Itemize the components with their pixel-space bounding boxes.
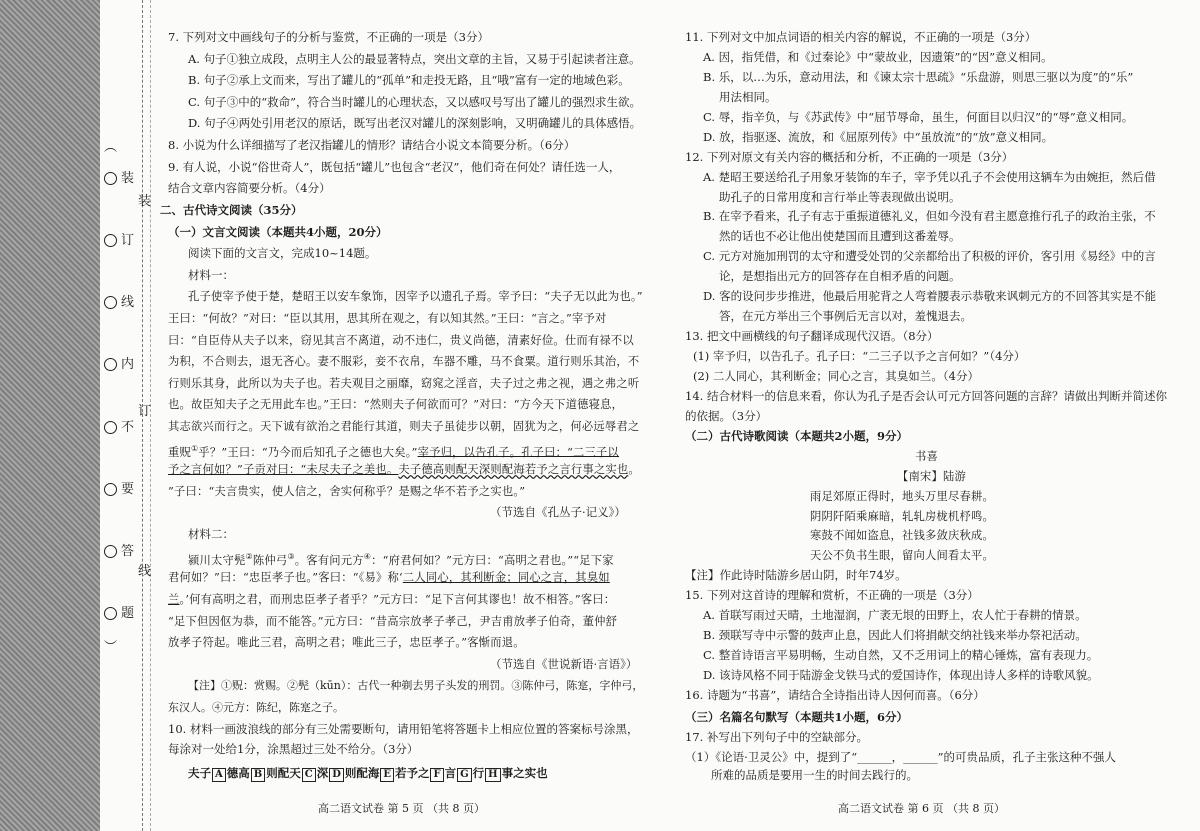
poem-line: 雨足郊原正得时，地头万里尽春耕。 (810, 489, 994, 503)
passage-line: 君何如？”曰：“忠臣孝子也。”客曰：“《易》称‘二人同心，其利断金；同心之言，其臭如 (168, 571, 610, 585)
break-mark-box[interactable]: D (329, 768, 344, 782)
q7-option-c: C. 句子③中的“救命”，符合当时罐儿的心理状态，又以感叹号写出了罐儿的强烈求生欲。 (188, 94, 641, 109)
q10-line2: 每涂对一处给1分，涂黑超过三处不给分。（3分） (168, 742, 419, 756)
q12-option-b: B. 在宰予看来，孔子有志于重振道德礼义，但如今没有君主愿意推行孔子的政治主张，不 (703, 209, 1156, 224)
poem-note: 【注】作此诗时陆游乡居山阴，时年74岁。 (685, 568, 907, 583)
segment-text: 则配天 (266, 766, 301, 780)
seal-char: 不 (104, 420, 134, 436)
passage-line: 王曰：“何故？”对曰：“臣以其用，思其所在观之，有以知其然。”王曰：“言之。”宰予对 (168, 311, 607, 325)
passage-line: 行则乐其身，此所以为夫子也。若夫观目之丽靡，窈窕之淫音，夫子过之弗之视，遇之弗之听 (168, 376, 640, 390)
break-mark-box[interactable]: C (302, 768, 316, 782)
segment-text: 夫子 (188, 766, 211, 780)
passage-line: 其志欲兴而行之。天下诚有欲治之君能行其道，则夫子虽徒步以朝，固犹为之，何必远辱君之 (168, 420, 640, 434)
seal-char: 装 (104, 171, 134, 187)
poem-line: 天公不负书生眼，留向人间看太平。 (810, 549, 994, 563)
q12-option-c-cont: 论，是想指出元方的回答存在自相矛盾的问题。 (719, 269, 961, 284)
break-mark-box[interactable]: B (251, 768, 265, 782)
q11-option-c: C. 辱，指辛负，与《苏武传》中“屈节辱命，虽生，何面目以归汉”的“辱”意义相同。 (703, 109, 1134, 124)
break-mark-box[interactable]: E (380, 768, 394, 782)
q14-line2: 的依据。（3分） (685, 408, 768, 423)
q11-option-b: B. 乐，以…为乐，意动用法，和《谏太宗十思疏》“乐盘游，则思三驱以为度”的“乐” (703, 69, 1134, 84)
seal-char: 线 (104, 295, 134, 311)
q17-stem: 17. 补写出下列句子中的空缺部分。 (685, 730, 868, 744)
passage-line: 重贶①乎？”王曰：“乃今而后知孔子之德也大矣。”宰予归，以告孔子。孔子曰：“二三子以 (168, 443, 620, 459)
q15-option-a: A. 首联写雨过天晴，土地湿润，广袤无垠的田野上，农人忙于春耕的情景。 (703, 608, 1087, 623)
segment-text: 行 (472, 766, 485, 780)
source-1: （节选自《孔丛子·记义》） (490, 505, 626, 520)
q15-stem: 15. 下列对这首诗的理解和赏析，不正确的一项是（3分） (685, 588, 979, 603)
q10-line1: 10. 材料一画波浪线的部分有三处需要断句，请用铅笔将答题卡上相应位置的答案标号涂黑， (168, 722, 639, 736)
material-1-label: 材料一： (188, 267, 234, 282)
seal-char: 答 (104, 544, 134, 560)
q13-stem: 13. 把文中画横线的句子翻译成现代汉语。（8分） (685, 329, 939, 344)
q7-option-d: D. 句子④两处引用老汉的原话，既写出老汉对罐儿的深刻影响，又明确罐儿的具体感悟。 (188, 116, 642, 131)
q9-line2: 结合文章内容简要分析。（4分） (168, 181, 331, 196)
q12-option-c: C. 元方对施加刑罚的太守和遭受处罚的父亲都给出了积极的评价，客引用《易经》中的言 (703, 249, 1156, 264)
seal-char: 订 (104, 233, 134, 249)
q7-option-a: A. 句子①独立成段，点明主人公的最显著特点，突出文章的主旨，又易于引起读者注意。 (188, 51, 641, 66)
q17-1-line2: 所难的品质是要用一生的时间去践行的。 (711, 768, 918, 782)
seal-char: 要 (104, 482, 134, 498)
q17-1-line1: （1）《论语·卫灵公》中，提到了“______，______”的可贵品质，孔子主张这种不强人 (685, 750, 1116, 764)
segment-text: 言 (444, 766, 457, 780)
material-2-label: 材料二： (188, 527, 234, 542)
q9-line1: 9. 有人说，小说“俗世奇人”，既包括“罐儿”也包含“老汉”，他们奇在何处？请任选一人， (168, 159, 621, 174)
q15-option-c: C. 整首诗语言平易明畅，生动自然，又不乏用词上的精心锤炼，富有表现力。 (703, 648, 1099, 663)
passage-line: 为积，不合则去，退无吝心。妻不服彩，妾不衣帛，车器不雕，马不食粟。道行则乐其治，不 (168, 355, 640, 369)
note-line: 【注】①贶：赏赐。②髡（kūn）：古代一种剃去男子头发的刑罚。③陈仲弓，陈寔，字仲弓， (188, 679, 644, 693)
poem-title: 书喜 (915, 449, 938, 463)
q11-option-d: D. 放，指驱逐、流放，和《屈原列传》中“虽放流”的“放”意义相同。 (703, 129, 1054, 144)
seal-char: 题 (104, 606, 134, 622)
wavy-line-segment: 夫子德高则配天深则配海若予之言行事之实也 (398, 463, 629, 477)
q12-option-d-cont: 答，在元方举出三个事例后无言以对，羞愧退去。 (719, 309, 972, 324)
break-mark-box[interactable]: A (212, 768, 226, 782)
q16: 16. 诗题为“书喜”，请结合全诗指出诗人因何而喜。（6分） (685, 688, 985, 702)
seal-right-char: 线 (138, 564, 152, 579)
passage-line: 也。故臣知夫子之无用此车也。”王曰：“然则夫子何欲而可？”对曰：“方今天下道德寝息， (168, 398, 624, 412)
segment-text: 事之实也 (501, 766, 548, 780)
q15-option-d: D. 该诗风格不同于陆游金戈铁马式的爱国诗作，体现出诗人多样的诗歌风貌。 (703, 668, 1099, 682)
segment-text: 若予之 (394, 766, 430, 780)
reading-intro: 阅读下面的文言文，完成10~14题。 (188, 246, 377, 261)
q11-option-a: A. 因，指凭借，和《过秦论》中“蒙故业，因遗策”的“因”意义相同。 (703, 49, 1053, 64)
q7-stem: 7. 下列对文中画线句子的分析与鉴赏，不正确的一项是（3分） (168, 30, 489, 44)
source-2: （节选自《世说新语·言语》） (490, 656, 638, 671)
break-mark-box[interactable]: G (457, 768, 472, 782)
seal-paren-bottom: ︶ (104, 640, 118, 655)
note-line: 东汉人。④元方：陈纪，陈寔之子。 (168, 701, 344, 714)
passage-line: 兰。’何有高明之君，而刑忠臣孝子者乎？”元方曰：“足下言何其谬也！故不相答。”客曰： (168, 592, 616, 606)
q15-option-b: B. 颈联写寺中示警的鼓声止息，因此人们将捐献交纳社钱来举办祭祀活动。 (703, 628, 1087, 643)
q12-option-d: D. 客的设问步步推进，他最后用驼背之人弯着腰表示恭敬来讽刺元方的不回答其实是不能 (703, 289, 1157, 304)
poem-line: 寒鼓不闻如盗息，社钱多敛庆秋成。 (810, 529, 994, 543)
passage-line: 颍川太守髡②陈仲弓③。客有问元方④：“府君何如？”元方曰：“高明之君也。”“足下家 (188, 551, 614, 567)
passage-line: 放孝子符起。唯此三君，高明之君；唯此三子，忠臣孝子。”客惭而退。 (168, 636, 525, 650)
passage-line: 予之言何如？”子贡对曰：“未尽夫子之美也。夫子德高则配天深则配海若予之言行事之实也。 (168, 463, 640, 477)
binding-margin (0, 0, 100, 831)
q11-option-b-cont: 用法相同。 (719, 89, 777, 104)
seal-right-char: 订 (138, 404, 152, 419)
passage-line: ”子曰：“夫言贵实，使人信之，舍实何称乎？是赐之华不若予之实也。” (168, 484, 526, 498)
q12-option-a: A. 楚昭王要送给孔子用象牙装饰的车子，宰予凭以孔子不会使用这辆车为由婉拒，然后借 (703, 169, 1156, 184)
segment-text: 深 (316, 766, 329, 780)
segment-text: 则配海 (344, 766, 380, 780)
q14-line1: 14. 结合材料一的信息来看，你认为孔子是否会认可元方回答问题的言辞？请做出判断并简述你 (685, 388, 1167, 403)
subsection-3-heading: （三）名篇名句默写（本题共1小题，6分） (685, 710, 909, 724)
seal-right-char: 装 (138, 194, 152, 209)
q8: 8. 小说为什么详细描写了老汉指罐儿的情形？请结合小说文本简要分析。（6分） (168, 138, 576, 153)
seal-paren-top: ︵ (104, 140, 118, 155)
break-mark-box[interactable]: F (430, 768, 443, 782)
subsection-1-heading: （一）文言文阅读（本题共4小题，20分） (168, 224, 388, 239)
q12-stem: 12. 下列对原文有关内容的概括和分析，不正确的一项是（3分） (685, 149, 1014, 164)
break-mark-box[interactable]: H (485, 768, 500, 782)
segment-text: 德高 (226, 766, 250, 780)
page-footer-6: 高二语文试卷 第 6 页 （共 8 页） (838, 802, 1005, 815)
segmentation-options (188, 764, 548, 783)
subsection-2-heading: （二）古代诗歌阅读（本题共2小题，9分） (685, 428, 909, 443)
poem-author: 【南宋】陆游 (897, 469, 966, 483)
passage-line: 曰：“自臣侍从夫子以来，窃见其言不离道，动不违仁，贵义尚德，清素好俭。仕而有禄不以 (168, 333, 634, 347)
q11-stem: 11. 下列对文中加点词语的相关内容的解说，不正确的一项是（3分） (685, 30, 1037, 44)
q12-option-a-cont: 助孔子的日常用度和言行举止等表现做出说明。 (719, 189, 961, 204)
page-footer-5: 高二语文试卷 第 5 页 （共 8 页） (318, 802, 485, 815)
poem-line: 阴阴阡陌乘麻暗，轧轧房栊机杼鸣。 (810, 509, 994, 523)
q13-1: (1) 宰予归，以告孔子。孔子曰：“二三子以予之言何如？”（4分） (693, 349, 1026, 363)
q13-2: (2) 二人同心，其利断金；同心之言，其臭如兰。（4分） (693, 368, 979, 383)
underlined-sentence: 二人同心，其利断金；同心之言，其臭如 (402, 571, 610, 585)
q12-option-b-cont: 然的话也不必让他出使楚国而且遭到这番羞辱。 (719, 229, 961, 244)
seal-char: 内 (104, 357, 134, 373)
q7-option-b: B. 句子②承上文而来，写出了罐儿的“孤单”和走投无路，且“哦”富有一定的地域色彩。 (188, 73, 630, 88)
section-2-heading: 二、古代诗文阅读（35分） (160, 202, 303, 217)
underlined-sentence: 宰予归，以告孔子。孔子曰：“二三子以 (417, 445, 620, 459)
passage-line: “足下但因伛为恭，而不能答。”元方曰：“昔高宗放孝子孝己，尹吉甫放孝子伯奇，董仲舒 (168, 614, 618, 628)
passage-line: 孔子使宰予使于楚，楚昭王以安车象饰，因宰予以遗孔子焉。宰予曰：“夫子无以此为也。” (188, 290, 643, 304)
